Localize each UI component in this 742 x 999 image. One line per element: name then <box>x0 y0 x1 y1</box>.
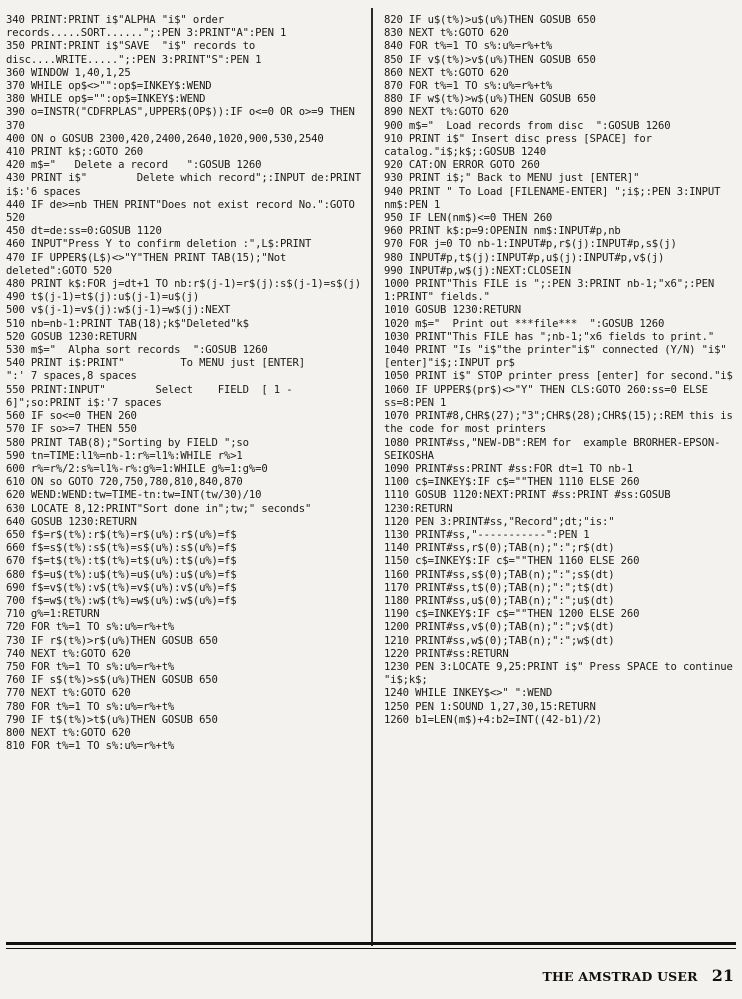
code-line: 340 PRINT:PRINT i$"ALPHA "i$" order records.....SORT......";:PEN 3:PRINT"A":PEN 1 <box>6 14 287 40</box>
code-line: 730 IF r$(t%)>r$(u%)THEN GOSUB 650 <box>6 634 218 647</box>
code-line: 980 INPUT#p,t$(j):INPUT#p,u$(j):INPUT#p,v$(j) <box>384 251 665 264</box>
code-line: 1180 PRINT#ss,u$(0);TAB(n);":";u$(dt) <box>384 594 615 607</box>
code-line: 400 ON o GOSUB 2300,420,2400,2640,1020,900,530,2540 <box>6 132 324 145</box>
code-line: 830 NEXT t%:GOTO 620 <box>384 27 509 40</box>
code-line: 470 IF UPPER$(L$)<>"Y"THEN PRINT TAB(15);"Not deleted":GOTO 520 <box>6 251 293 277</box>
code-line: 790 IF t$(t%)>t$(u%)THEN GOSUB 650 <box>6 713 218 726</box>
page-footer <box>543 966 734 985</box>
code-line: 440 IF de>=nb THEN PRINT"Does not exist record No.":GOTO 520 <box>6 198 362 225</box>
code-line: 890 NEXT t%:GOTO 620 <box>384 106 509 119</box>
code-line: 910 PRINT i$" Insert disc press [SPACE] for catalog."i$;k$;:GOSUB 1240 <box>384 132 659 159</box>
code-line: 680 f$=u$(t%):u$(t%)=u$(u%):u$(u%)=f$ <box>6 568 237 581</box>
code-line: 810 FOR t%=1 TO s%:u%=r%+t% <box>6 740 175 753</box>
code-line: 460 INPUT"Press Y to confirm deletion :",L$:PRINT <box>6 238 312 251</box>
publication-name: THE AMSTRAD USER <box>542 969 698 984</box>
code-line: 1220 PRINT#ss:RETURN <box>384 647 509 660</box>
code-line: 600 r%=r%/2:s%=l1%-r%:g%=1:WHILE g%=1:g%=0 <box>6 462 268 475</box>
code-line: 820 IF u$(t%)>u$(u%)THEN GOSUB 650 <box>384 14 596 26</box>
page-number: 21 <box>711 966 734 985</box>
code-line: 780 FOR t%=1 TO s%:u%=r%+t% <box>6 700 175 713</box>
code-line: 500 v$(j-1)=v$(j):w$(j-1)=w$(j):NEXT <box>6 304 231 317</box>
code-line: 970 FOR j=0 TO nb-1:INPUT#p,r$(j):INPUT#p,s$(j) <box>384 238 677 251</box>
code-line: 570 IF so>=7 THEN 550 <box>6 423 137 436</box>
code-line: 880 IF w$(t%)>w$(u%)THEN GOSUB 650 <box>384 93 596 106</box>
code-line: 350 PRINT:PRINT i$"SAVE "i$" records to disc....WRITE.....";:PEN 3:PRINT"S":PEN 1 <box>6 40 262 66</box>
code-line: 870 FOR t%=1 TO s%:u%=r%+t% <box>384 80 553 93</box>
code-line: 410 PRINT k$;:GOTO 260 <box>6 146 144 159</box>
code-line: 1070 PRINT#8,CHR$(27);"3";CHR$(28);CHR$(15);:REM this is the code for most printers <box>384 410 740 436</box>
code-line: 750 FOR t%=1 TO s%:u%=r%+t% <box>6 660 175 673</box>
code-line: 690 f$=v$(t%):v$(t%)=v$(u%):v$(u%)=f$ <box>6 581 237 594</box>
footer-rule-thick <box>6 942 736 945</box>
code-line: 620 WEND:WEND:tw=TIME-tn:tw=INT(tw/30)/10 <box>6 489 262 502</box>
code-line: 1100 c$=INKEY$:IF c$=""THEN 1110 ELSE 260 <box>384 476 640 489</box>
code-line: 550 PRINT:INPUT" Select FIELD [ 1 - 6]";so:PRINT i$:'7 spaces <box>6 383 299 409</box>
code-line: 1260 b1=LEN(m$)+4:b2=INT((42-b1)/2) <box>384 713 602 726</box>
code-line: 1040 PRINT "Is "i$"the printer"i$" connected (Y/N) "i$"[enter]"i$;:INPUT pr$ <box>384 344 727 370</box>
code-line: 1020 m$=" Print out ***file*** ":GOSUB 1260 <box>384 317 665 330</box>
code-line: 860 NEXT t%:GOTO 620 <box>384 66 509 79</box>
footer-rule-thin <box>6 948 736 949</box>
code-line: 520 GOSUB 1230:RETURN <box>6 330 137 343</box>
code-line: 430 PRINT i$" Delete which record";:INPUT de:PRINT i$:'6 spaces <box>6 172 368 198</box>
code-line: 1030 PRINT"This FILE has ";nb-1;"x6 fields to print." <box>384 330 715 343</box>
code-line: 720 FOR t%=1 TO s%:u%=r%+t% <box>6 621 175 634</box>
listing-column-right <box>384 14 738 727</box>
code-line: 1090 PRINT#ss:PRINT #ss:FOR dt=1 TO nb-1 <box>384 462 634 475</box>
code-line: 950 IF LEN(nm$)<=0 THEN 260 <box>384 212 553 225</box>
code-line: 940 PRINT " To Load [FILENAME-ENTER] ";i$;:PEN 3:INPUT nm$:PEN 1 <box>384 185 727 211</box>
code-line: 510 nb=nb-1:PRINT TAB(18);k$"Deleted"k$ <box>6 317 249 330</box>
code-line: 1140 PRINT#ss,r$(0);TAB(n);":";r$(dt) <box>384 542 615 555</box>
code-line: 420 m$=" Delete a record ":GOSUB 1260 <box>6 159 262 172</box>
code-line: 1050 PRINT i$" STOP printer press [enter] for second."i$ <box>384 370 733 383</box>
code-line: 1170 PRINT#ss,t$(0);TAB(n);":";t$(dt) <box>384 581 615 594</box>
code-line: 1000 PRINT"This FILE is ";:PEN 3:PRINT nb-1;"x6";:PEN 1:PRINT" fields." <box>384 278 721 304</box>
code-line: 920 CAT:ON ERROR GOTO 260 <box>384 159 540 172</box>
column-divider <box>371 8 373 946</box>
code-line: 530 m$=" Alpha sort records ":GOSUB 1260 <box>6 344 268 357</box>
code-line: 1130 PRINT#ss,"-----------":PEN 1 <box>384 528 590 541</box>
code-line: 610 ON so GOTO 720,750,780,810,840,870 <box>6 476 243 489</box>
code-line: 660 f$=s$(t%):s$(t%)=s$(u%):s$(u%)=f$ <box>6 542 237 555</box>
code-line: 760 IF s$(t%)>s$(u%)THEN GOSUB 650 <box>6 674 218 687</box>
code-line: 580 PRINT TAB(8);"Sorting by FIELD ";so <box>6 436 249 449</box>
code-line: 370 WHILE op$<>"":op$=INKEY$:WEND <box>6 80 212 93</box>
code-line: 700 f$=w$(t%):w$(t%)=w$(u%):w$(u%)=f$ <box>6 594 237 607</box>
code-line: 650 f$=r$(t%):r$(t%)=r$(u%):r$(u%)=f$ <box>6 528 237 541</box>
code-line: 590 tn=TIME:l1%=nb-1:r%=l1%:WHILE r%>1 <box>6 449 243 462</box>
code-line: 640 GOSUB 1230:RETURN <box>6 515 137 528</box>
code-line: 930 PRINT i$;" Back to MENU just [ENTER]" <box>384 172 640 185</box>
code-line: 850 IF v$(t%)>v$(u%)THEN GOSUB 650 <box>384 53 596 66</box>
code-line: 1210 PRINT#ss,w$(0);TAB(n);":";w$(dt) <box>384 634 615 647</box>
code-line: 540 PRINT i$:PRINT" To MENU just [ENTER] ":' 7 spaces,8 spaces <box>6 357 368 383</box>
code-line: 1080 PRINT#ss,"NEW-DB":REM for example BRORHER-EPSON-SEIKOSHA <box>384 436 721 462</box>
code-line: 770 NEXT t%:GOTO 620 <box>6 687 131 700</box>
code-line: 1010 GOSUB 1230:RETURN <box>384 304 522 317</box>
code-line: 800 NEXT t%:GOTO 620 <box>6 726 131 739</box>
code-line: 1200 PRINT#ss,v$(0);TAB(n);":";v$(dt) <box>384 621 615 634</box>
code-line: 1150 c$=INKEY$:IF c$=""THEN 1160 ELSE 260 <box>384 555 640 568</box>
code-line: 1250 PEN 1:SOUND 1,27,30,15:RETURN <box>384 700 596 713</box>
code-line: 1120 PEN 3:PRINT#ss,"Record";dt;"is:" <box>384 515 615 528</box>
code-line: 480 PRINT k$:FOR j=dt+1 TO nb:r$(j-1)=r$(j):s$(j-1)=s$(j) <box>6 278 361 291</box>
code-line: 1230 PEN 3:LOCATE 9,25:PRINT i$" Press SPACE to continue "i$;k$; <box>384 660 740 687</box>
code-line: 360 WINDOW 1,40,1,25 <box>6 66 131 79</box>
listing-column-left <box>6 14 368 753</box>
code-line: 390 o=INSTR("CDFRPLAS",UPPER$(OP$)):IF o<=0 OR o>=9 THEN 370 <box>6 106 362 132</box>
code-line: 900 m$=" Load records from disc ":GOSUB 1260 <box>384 119 671 132</box>
code-line: 670 f$=t$(t%):t$(t%)=t$(u%):t$(u%)=f$ <box>6 555 237 568</box>
code-line: 560 IF so<=0 THEN 260 <box>6 410 137 423</box>
code-line: 710 g%=1:RETURN <box>6 608 100 621</box>
code-line: 380 WHILE op$="":op$=INKEY$:WEND <box>6 93 206 106</box>
code-line: 990 INPUT#p,w$(j):NEXT:CLOSEIN <box>384 264 571 277</box>
code-line: 960 PRINT k$:p=9:OPENIN nm$:INPUT#p,nb <box>384 225 621 238</box>
code-line: 1190 c$=INKEY$:IF c$=""THEN 1200 ELSE 260 <box>384 608 640 621</box>
code-line: 630 LOCATE 8,12:PRINT"Sort done in";tw;" seconds" <box>6 502 312 515</box>
code-line: 1160 PRINT#ss,s$(0);TAB(n);":";s$(dt) <box>384 568 615 581</box>
code-line: 1060 IF UPPER$(pr$)<>"Y" THEN CLS:GOTO 260:ss=0 ELSE ss=8:PEN 1 <box>384 383 715 409</box>
code-line: 840 FOR t%=1 TO s%:u%=r%+t% <box>384 40 553 53</box>
code-line: 1240 WHILE INKEY$<>" ":WEND <box>384 687 553 700</box>
code-line: 450 dt=de:ss=0:GOSUB 1120 <box>6 225 162 238</box>
code-line: 740 NEXT t%:GOTO 620 <box>6 647 131 660</box>
code-line: 1110 GOSUB 1120:NEXT:PRINT #ss:PRINT #ss:GOSUB 1230:RETURN <box>384 489 677 515</box>
code-line: 490 t$(j-1)=t$(j):u$(j-1)=u$(j) <box>6 291 200 304</box>
